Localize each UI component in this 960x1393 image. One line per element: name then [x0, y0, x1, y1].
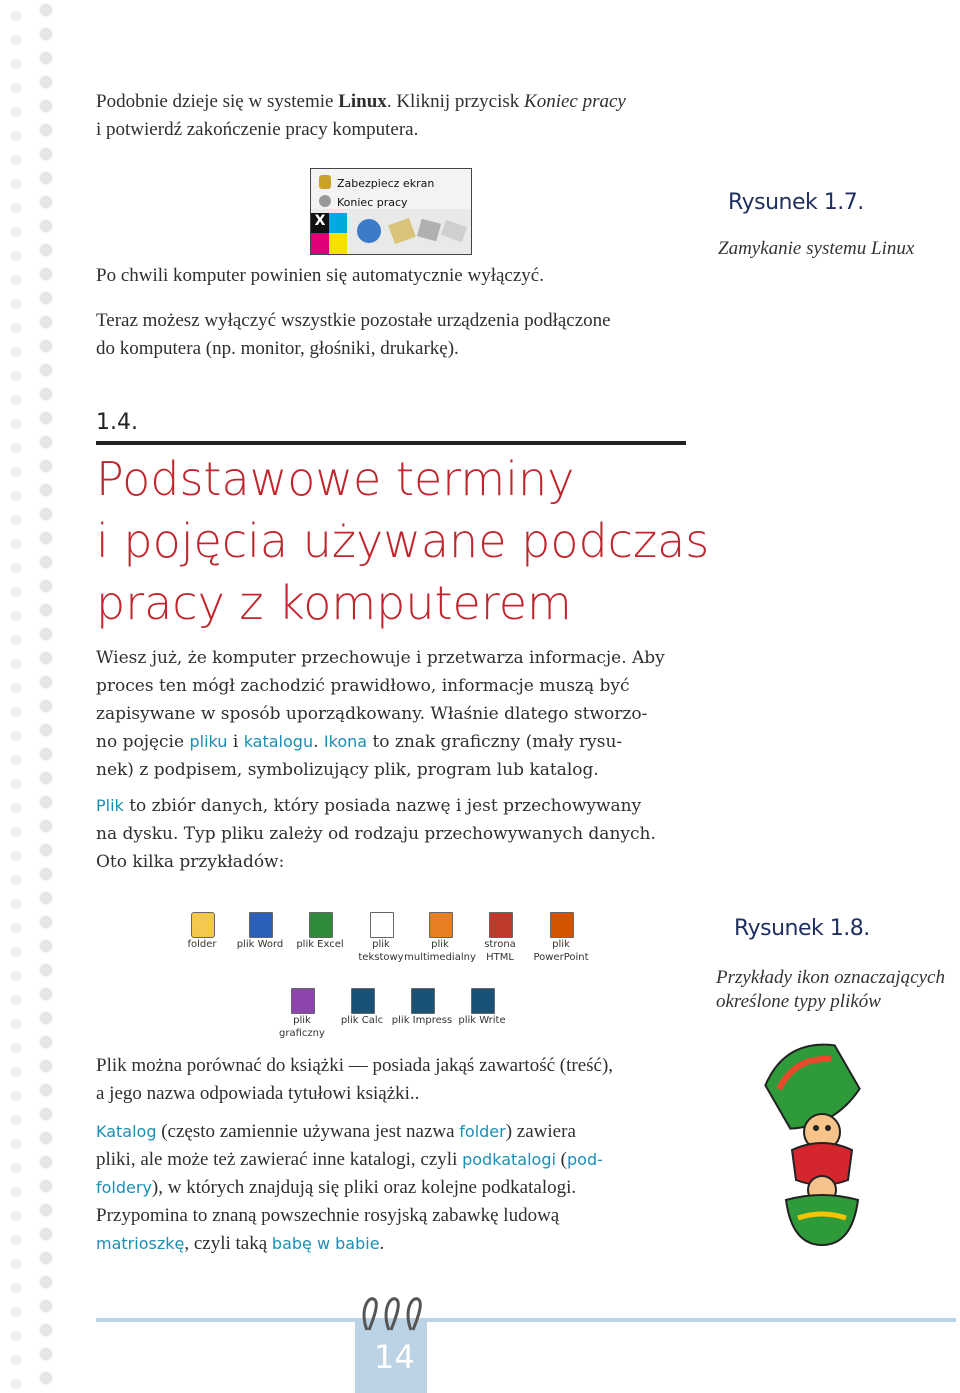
- shutdown-paragraph: Po chwili komputer powinien się automatycznie wyłączyć.: [96, 265, 544, 286]
- file-icon-label: plik Impress: [391, 1015, 453, 1026]
- lock-icon: [319, 175, 331, 189]
- writer-file-icon[interactable]: [471, 988, 495, 1014]
- term-plik: pliku: [189, 732, 228, 751]
- terminal-icon[interactable]: [388, 218, 416, 244]
- file-icon-label: plik Excel: [296, 939, 344, 950]
- text-file-icon[interactable]: [370, 912, 394, 938]
- mail-icon[interactable]: [417, 219, 441, 242]
- term-matrioszka: matrioszkę: [96, 1234, 185, 1253]
- power-icon: [319, 195, 331, 207]
- footer-rule: [96, 1318, 956, 1322]
- file-icon-label: plik tekstowy: [358, 939, 404, 963]
- folder-paragraph: Katalog (często zamiennie używana jest nazwa folder) zawiera pliki, ale może też zawierać inne katalogi, czyli podkatalogi (pod- foldery), w których znajdują się pliki oraz kolejne podkatalogi. Przypomina to znaną powszechnie rosyjską zabawkę ludową matrioszkę, czyli taką babę w babie.: [96, 1121, 603, 1254]
- impress-file-icon[interactable]: [411, 988, 435, 1014]
- figure-7-title: Rysunek 1.7.: [728, 190, 864, 215]
- term-podkatalogi: podkatalogi: [462, 1150, 556, 1169]
- term-plik-definition: Plik: [96, 796, 124, 815]
- linux-menu-screenshot: [310, 168, 472, 255]
- globe-icon[interactable]: [357, 219, 381, 243]
- spiral-rings-icon: [355, 1290, 427, 1334]
- file-icon-label: plik Calc: [340, 1015, 384, 1026]
- matryoshka-illustration: [740, 1040, 900, 1250]
- section-heading: Podstawowe terminy i pojęcia używane podczas pracy z komputerem: [96, 452, 710, 630]
- term-katalog: katalogu: [243, 732, 314, 751]
- section-number: 1.4.: [96, 410, 138, 435]
- term-folder: folder: [459, 1122, 506, 1141]
- devices-paragraph: Teraz możesz wyłączyć wszystkie pozostałe urządzenia podłączone do komputera (np. monitor, głośniki, drukarkę).: [96, 310, 611, 359]
- file-icon-label: plik multimedialny: [404, 939, 476, 963]
- powerpoint-file-icon[interactable]: [550, 912, 574, 938]
- figure-8-title: Rysunek 1.8.: [734, 916, 870, 941]
- multimedia-file-icon[interactable]: [429, 912, 453, 938]
- x-logo-icon: X: [311, 213, 329, 233]
- intro-paragraph: Podobnie dzieje się w systemie Linux. Kliknij przycisk Koniec pracy i potwierdź zakończenie pracy komputera.: [96, 91, 626, 140]
- term-baba-w-babie: babę w babie: [271, 1234, 380, 1253]
- graphic-file-icon[interactable]: [291, 988, 315, 1014]
- file-icon-label: plik Write: [458, 1015, 506, 1026]
- term-podfoldery: foldery: [96, 1178, 152, 1197]
- term-ikona: Ikona: [323, 732, 368, 751]
- term-katalog-definition: Katalog: [96, 1122, 157, 1141]
- page-number: 14: [374, 1338, 415, 1376]
- menu-item-shutdown[interactable]: Koniec pracy: [337, 196, 408, 209]
- menu-item-lock-screen[interactable]: Zabezpiecz ekran: [337, 177, 435, 190]
- folder-icon[interactable]: [191, 912, 215, 938]
- terms-paragraph: Wiesz już, że komputer przechowuje i przetwarza informacje. Aby proces ten mógł zachodzić prawidłowo, informacje muszą być zapisywane w sposób uporządkowany. Właśnie dlatego stworzo- no pojęcie pliku i katalogu. Ikona to znak graficzny (mały rysu- nek) z podpisem, symbolizujący plik, program lub katalog.: [96, 648, 665, 780]
- html-file-icon[interactable]: [489, 912, 513, 938]
- section-divider: [96, 441, 686, 445]
- figure-7-caption: Zamykanie systemu Linux: [718, 238, 915, 259]
- file-icon-label: plik graficzny: [279, 1015, 325, 1039]
- calc-file-icon[interactable]: [351, 988, 375, 1014]
- excel-file-icon[interactable]: [309, 912, 333, 938]
- file-icon-label: strona HTML: [484, 939, 516, 963]
- book-paragraph: Plik można porównać do książki — posiada jakąś zawartość (treść), a jego nazwa odpowiada tytułowi książki..: [96, 1055, 614, 1104]
- term-pod-hyphen: pod-: [567, 1150, 603, 1169]
- editor-icon[interactable]: [441, 220, 467, 243]
- word-file-icon[interactable]: [249, 912, 273, 938]
- file-icon-label: plik PowerPoint: [533, 939, 589, 963]
- file-paragraph: Plik to zbiór danych, który posiada nazwę i jest przechowywany na dysku. Typ pliku zależy od rodzaju przechowywanych danych. Oto kilka przykładów:: [96, 796, 656, 872]
- figure-8-caption: Przykłady ikon oznaczających określone typy plików: [716, 967, 945, 1012]
- file-icon-label: plik Word: [236, 939, 284, 950]
- file-icon-label: folder: [187, 939, 217, 950]
- binder-holes: [0, 0, 62, 1393]
